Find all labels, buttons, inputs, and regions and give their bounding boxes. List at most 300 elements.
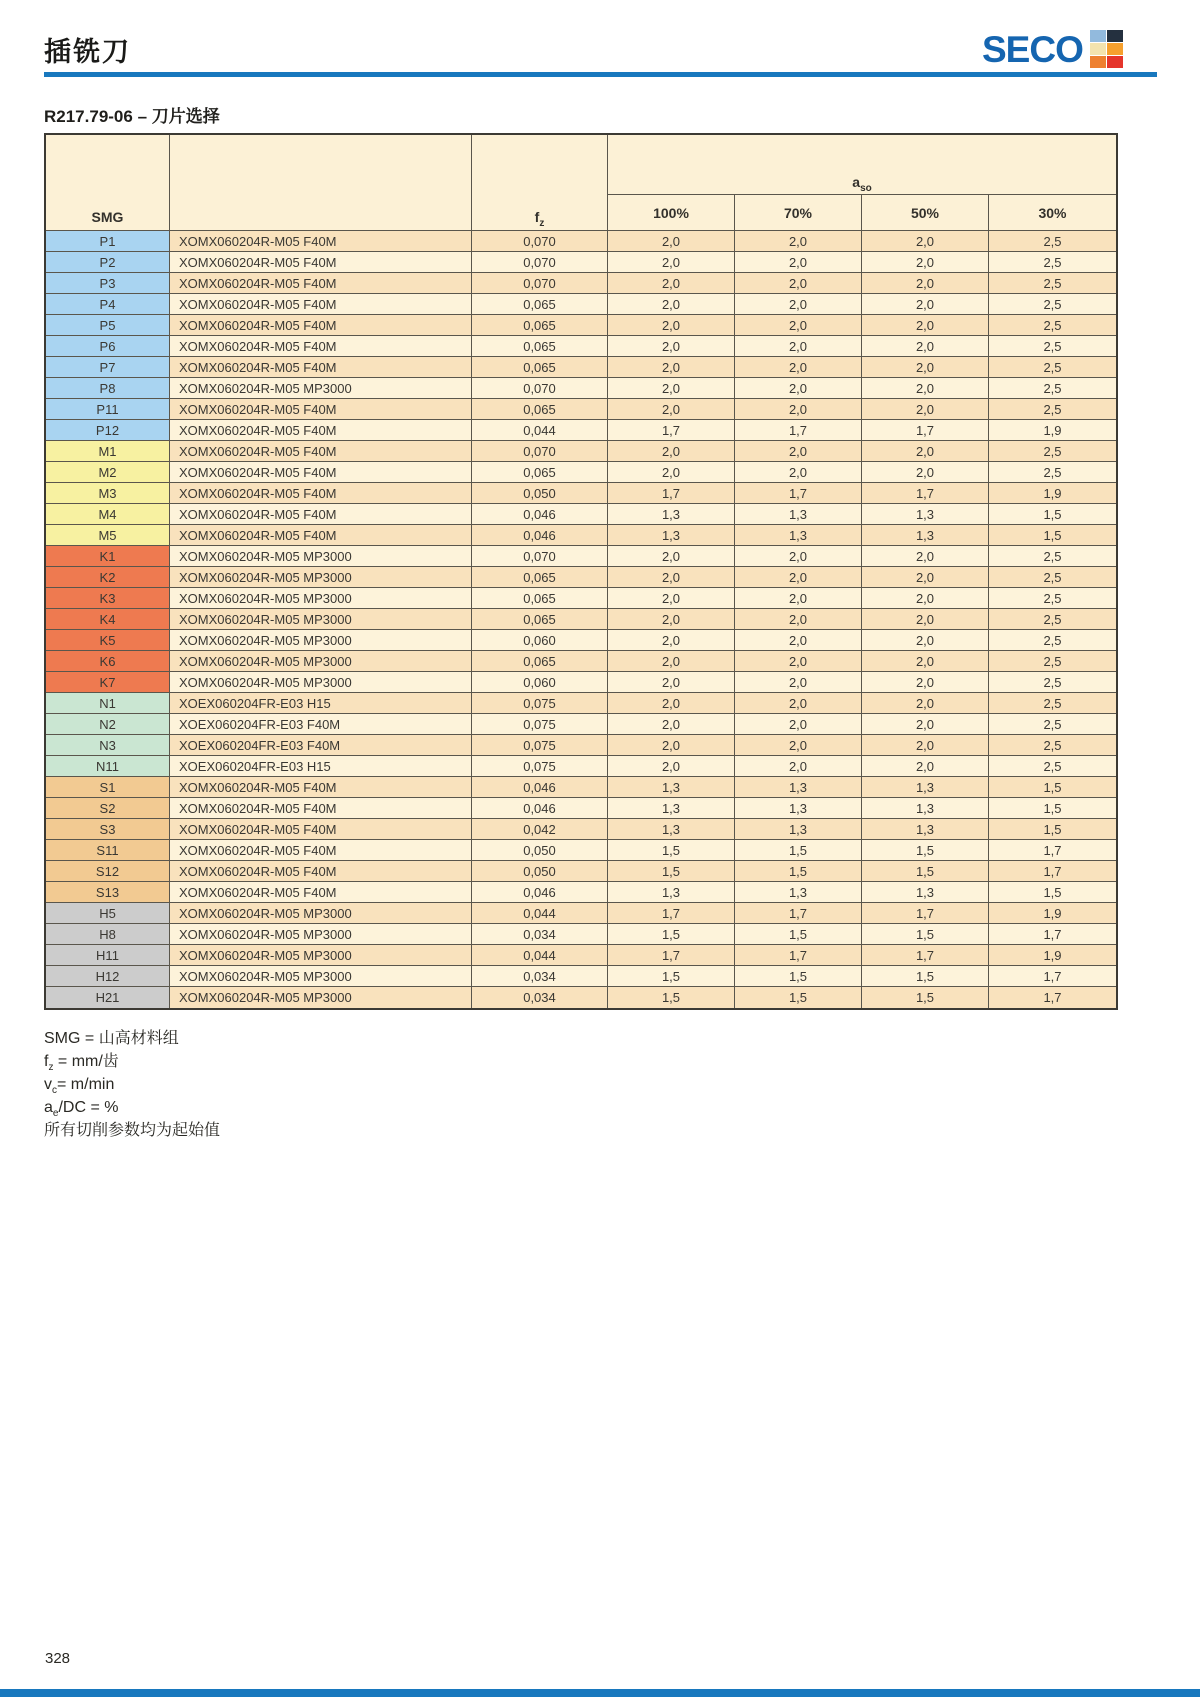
table-row: [46, 231, 1116, 252]
aso-70-cell: 1,5: [735, 924, 862, 944]
aso-100-cell: 2,0: [608, 588, 735, 608]
aso-50-cell: 2,0: [862, 546, 989, 566]
seco-logo-squares-icon: [1090, 30, 1123, 68]
aso-50-cell: 1,3: [862, 798, 989, 818]
aso-30-cell: 1,9: [1043, 947, 1062, 963]
section-title: R217.79-06 – 刀片选择: [44, 107, 220, 126]
aso-70-cell: 1,5: [735, 861, 862, 881]
table-row: [46, 609, 1116, 630]
smg-cell: P5: [46, 315, 170, 335]
aso-50-cell: 2,0: [862, 714, 989, 734]
aso-70-cell: 1,3: [735, 819, 862, 839]
smg-cell: M2: [46, 462, 170, 482]
insert-designation-cell: XOMX060204R-M05 MP3000: [170, 609, 472, 629]
aso-50-cell: 1,7: [862, 903, 989, 923]
aso-70-cell: 2,0: [735, 294, 862, 314]
aso-30-cell: 1,5: [1043, 779, 1062, 795]
percent-header-50: 50%: [862, 195, 989, 230]
aso-70-cell: 1,5: [735, 840, 862, 860]
aso-50-cell: 1,3: [862, 819, 989, 839]
aso-100-cell: 2,0: [608, 294, 735, 314]
aso-70-cell: 2,0: [735, 735, 862, 755]
aso-70-cell: 2,0: [735, 756, 862, 776]
aso-50-cell: 2,0: [862, 735, 989, 755]
insert-designation-cell: XOMX060204R-M05 MP3000: [170, 546, 472, 566]
fz-cell: 0,044: [472, 903, 608, 923]
table-row: [46, 441, 1116, 462]
aso-100-cell: 1,3: [608, 504, 735, 524]
logo-square: [1090, 43, 1106, 55]
aso-100-cell: 1,7: [608, 903, 735, 923]
fz-cell: 0,046: [472, 882, 608, 902]
aso-70-cell: 2,0: [735, 378, 862, 398]
aso-100-cell: 2,0: [608, 630, 735, 650]
insert-designation-cell: XOMX060204R-M05 F40M: [170, 840, 472, 860]
aso-30-cell: 2,5: [1043, 695, 1062, 711]
aso-100-cell: 2,0: [608, 315, 735, 335]
aso-30-cell: 1,9: [1043, 905, 1062, 921]
insert-designation-cell: XOMX060204R-M05 MP3000: [170, 945, 472, 965]
insert-designation-cell: XOMX060204R-M05 F40M: [170, 294, 472, 314]
insert-designation-cell: XOMX060204R-M05 F40M: [170, 336, 472, 356]
footnotes: [44, 1027, 220, 1142]
aso-70-cell: 2,0: [735, 462, 862, 482]
aso-50-cell: 2,0: [862, 651, 989, 671]
insert-designation-cell: XOMX060204R-M05 F40M: [170, 252, 472, 272]
smg-cell: M1: [46, 441, 170, 461]
insert-designation-cell: XOMX060204R-M05 F40M: [170, 441, 472, 461]
insert-designation-cell: XOMX060204R-M05 MP3000: [170, 672, 472, 692]
fz-cell: 0,070: [472, 252, 608, 272]
fz-cell: 0,042: [472, 819, 608, 839]
percent-header-70: 70%: [735, 195, 862, 230]
aso-50-cell: 2,0: [862, 231, 989, 251]
smg-cell: H11: [46, 945, 170, 965]
smg-cell: P6: [46, 336, 170, 356]
page-title: 插铣刀: [44, 37, 131, 67]
fz-cell: 0,065: [472, 336, 608, 356]
smg-cell: K3: [46, 588, 170, 608]
smg-cell: P7: [46, 357, 170, 377]
aso-50-cell: 1,5: [862, 966, 989, 986]
aso-50-cell: 1,3: [862, 777, 989, 797]
insert-designation-cell: XOMX060204R-M05 F40M: [170, 798, 472, 818]
table-row: [46, 945, 1116, 966]
table-row: [46, 462, 1116, 483]
aso-100-cell: 1,7: [608, 420, 735, 440]
fz-cell: 0,075: [472, 756, 608, 776]
aso-30-cell: 2,5: [1043, 590, 1062, 606]
fz-cell: 0,075: [472, 735, 608, 755]
aso-70-cell: 2,0: [735, 693, 862, 713]
aso-50-cell: 1,7: [862, 945, 989, 965]
insert-designation-cell: XOMX060204R-M05 F40M: [170, 861, 472, 881]
smg-cell: H12: [46, 966, 170, 986]
aso-100-cell: 2,0: [608, 357, 735, 377]
insert-designation-cell: XOMX060204R-M05 F40M: [170, 525, 472, 545]
aso-50-cell: 2,0: [862, 315, 989, 335]
aso-50-cell: 2,0: [862, 336, 989, 356]
insert-designation-cell: XOMX060204R-M05 MP3000: [170, 987, 472, 1008]
table-row: [46, 315, 1116, 336]
aso-50-cell: 1,3: [862, 882, 989, 902]
insert-designation-cell: XOEX060204FR-E03 F40M: [170, 735, 472, 755]
fz-cell: 0,065: [472, 588, 608, 608]
insert-designation-cell: XOEX060204FR-E03 F40M: [170, 714, 472, 734]
aso-30-cell: 2,5: [1043, 401, 1062, 417]
aso-100-cell: 1,7: [608, 483, 735, 503]
aso-70-cell: 1,3: [735, 798, 862, 818]
smg-cell: N1: [46, 693, 170, 713]
fz-cell: 0,034: [472, 924, 608, 944]
aso-70-cell: 2,0: [735, 567, 862, 587]
fz-cell: 0,070: [472, 273, 608, 293]
aso-100-cell: 2,0: [608, 231, 735, 251]
aso-70-cell: 1,3: [735, 882, 862, 902]
aso-70-cell: 1,7: [735, 420, 862, 440]
smg-cell: P8: [46, 378, 170, 398]
smg-cell: H21: [46, 987, 170, 1008]
fz-cell: 0,050: [472, 840, 608, 860]
aso-70-cell: 2,0: [735, 588, 862, 608]
aso-50-cell: 2,0: [862, 294, 989, 314]
aso-70-cell: 2,0: [735, 315, 862, 335]
table-row: [46, 882, 1116, 903]
footnote-ae: $a_e/DC$ = %: [44, 1099, 119, 1120]
aso-100-cell: 2,0: [608, 273, 735, 293]
smg-cell: S2: [46, 798, 170, 818]
aso-100-cell: 2,0: [608, 378, 735, 398]
insert-designation-cell: XOMX060204R-M05 F40M: [170, 357, 472, 377]
aso-100-cell: 2,0: [608, 735, 735, 755]
aso-group-header: [608, 135, 1116, 195]
aso-100-cell: 2,0: [608, 693, 735, 713]
aso-70-cell: 2,0: [735, 231, 862, 251]
smg-column-header: [46, 135, 170, 230]
table-row: [46, 924, 1116, 945]
insert-designation-cell: XOMX060204R-M05 MP3000: [170, 924, 472, 944]
aso-30-cell: 1,5: [1043, 527, 1062, 543]
fz-cell: 0,044: [472, 420, 608, 440]
aso-30-cell: 2,5: [1043, 317, 1062, 333]
table-row: [46, 336, 1116, 357]
fz-cell: 0,065: [472, 294, 608, 314]
aso-100-cell: 2,0: [608, 756, 735, 776]
insert-designation-cell: XOMX060204R-M05 F40M: [170, 504, 472, 524]
table-body: [46, 231, 1116, 1008]
aso-100-cell: 1,5: [608, 987, 735, 1008]
insert-designation-cell: XOEX060204FR-E03 H15: [170, 693, 472, 713]
fz-cell: 0,034: [472, 966, 608, 986]
aso-100-cell: 1,5: [608, 966, 735, 986]
aso-30-cell: 2,5: [1043, 443, 1062, 459]
insert-designation-cell: XOMX060204R-M05 F40M: [170, 315, 472, 335]
smg-cell: P12: [46, 420, 170, 440]
aso-30-cell: 1,7: [1043, 968, 1062, 984]
fz-cell: 0,046: [472, 504, 608, 524]
aso-70-cell: 1,7: [735, 903, 862, 923]
fz-cell: 0,050: [472, 483, 608, 503]
aso-70-cell: 2,0: [735, 441, 862, 461]
aso-100-cell: 2,0: [608, 399, 735, 419]
aso-70-cell: 2,0: [735, 357, 862, 377]
aso-70-cell: 2,0: [735, 609, 862, 629]
table-row: [46, 630, 1116, 651]
table-row: [46, 714, 1116, 735]
smg-cell: P11: [46, 399, 170, 419]
fz-column-header: [472, 135, 608, 230]
aso-50-cell: 2,0: [862, 441, 989, 461]
seco-logo: [982, 30, 1123, 68]
fz-cell: 0,065: [472, 399, 608, 419]
smg-cell: N2: [46, 714, 170, 734]
aso-70-cell: 2,0: [735, 651, 862, 671]
aso-70-cell: 2,0: [735, 336, 862, 356]
table-row: [46, 588, 1116, 609]
page-number: 328: [45, 1650, 71, 1667]
logo-square: [1107, 56, 1123, 68]
footnote-smg: SMG = 山高材料组: [44, 1030, 179, 1047]
aso-100-cell: 2,0: [608, 336, 735, 356]
smg-cell: M4: [46, 504, 170, 524]
table-row: [46, 693, 1116, 714]
fz-cell: 0,065: [472, 609, 608, 629]
fz-cell: 0,046: [472, 525, 608, 545]
table-row: [46, 273, 1116, 294]
aso-50-cell: 2,0: [862, 609, 989, 629]
aso-30-cell: 2,5: [1043, 737, 1062, 753]
smg-cell: S1: [46, 777, 170, 797]
aso-100-cell: 2,0: [608, 651, 735, 671]
aso-100-cell: 1,3: [608, 882, 735, 902]
smg-cell: S3: [46, 819, 170, 839]
insert-column-header: [170, 135, 472, 230]
aso-30-cell: 1,7: [1043, 863, 1062, 879]
aso-30-cell: 1,5: [1043, 800, 1062, 816]
insert-designation-cell: XOMX060204R-M05 MP3000: [170, 966, 472, 986]
aso-50-cell: 2,0: [862, 378, 989, 398]
fz-cell: 0,065: [472, 462, 608, 482]
header-rule: [44, 72, 1157, 77]
aso-100-cell: 1,3: [608, 819, 735, 839]
fz-cell: 0,065: [472, 315, 608, 335]
fz-cell: 0,075: [472, 693, 608, 713]
aso-70-cell: 1,5: [735, 987, 862, 1008]
aso-header-label: $a_{so}$: [852, 174, 872, 194]
aso-30-cell: 1,7: [1043, 990, 1062, 1005]
aso-100-cell: 1,3: [608, 777, 735, 797]
aso-50-cell: 1,7: [862, 420, 989, 440]
insert-designation-cell: XOMX060204R-M05 MP3000: [170, 630, 472, 650]
table-row: [46, 252, 1116, 273]
table-row: [46, 735, 1116, 756]
smg-cell: H8: [46, 924, 170, 944]
fz-cell: 0,065: [472, 357, 608, 377]
table-row: [46, 525, 1116, 546]
aso-30-cell: 2,5: [1043, 716, 1062, 732]
smg-cell: K2: [46, 567, 170, 587]
aso-50-cell: 2,0: [862, 672, 989, 692]
aso-30-cell: 1,5: [1043, 506, 1062, 522]
insert-selection-table: [44, 133, 1118, 1010]
aso-50-cell: 2,0: [862, 399, 989, 419]
aso-100-cell: 2,0: [608, 609, 735, 629]
aso-30-cell: 2,5: [1043, 758, 1062, 774]
footnote-starting-values: 所有切削参数均为起始值: [44, 1122, 221, 1139]
insert-designation-cell: XOMX060204R-M05 F40M: [170, 483, 472, 503]
aso-30-cell: 2,5: [1043, 338, 1062, 354]
insert-designation-cell: XOMX060204R-M05 F40M: [170, 777, 472, 797]
aso-70-cell: 2,0: [735, 546, 862, 566]
smg-cell: K4: [46, 609, 170, 629]
aso-70-cell: 1,3: [735, 504, 862, 524]
table-row: [46, 903, 1116, 924]
aso-70-cell: 1,7: [735, 483, 862, 503]
fz-cell: 0,065: [472, 567, 608, 587]
aso-70-cell: 2,0: [735, 399, 862, 419]
aso-100-cell: 1,5: [608, 840, 735, 860]
smg-cell: N11: [46, 756, 170, 776]
insert-designation-cell: XOMX060204R-M05 MP3000: [170, 903, 472, 923]
table-row: [46, 966, 1116, 987]
aso-30-cell: 1,5: [1043, 884, 1062, 900]
table-row: [46, 357, 1116, 378]
aso-30-cell: 2,5: [1043, 359, 1062, 375]
footnote-fz: $f_z = mm/$齿: [44, 1053, 119, 1074]
aso-30-cell: 2,5: [1043, 296, 1062, 312]
percent-header-30: 30%: [1038, 204, 1067, 221]
aso-70-cell: 1,3: [735, 525, 862, 545]
smg-cell: P4: [46, 294, 170, 314]
aso-30-cell: 2,5: [1043, 548, 1062, 564]
aso-30-cell: 2,5: [1043, 653, 1062, 669]
aso-30-cell: 2,5: [1043, 632, 1062, 648]
insert-designation-cell: XOMX060204R-M05 F40M: [170, 462, 472, 482]
insert-designation-cell: XOEX060204FR-E03 H15: [170, 756, 472, 776]
aso-70-cell: 2,0: [735, 672, 862, 692]
smg-cell: S12: [46, 861, 170, 881]
table-row: [46, 399, 1116, 420]
table-header: [46, 135, 1116, 231]
aso-50-cell: 2,0: [862, 252, 989, 272]
logo-square: [1107, 43, 1123, 55]
smg-header-label: SMG: [91, 209, 124, 225]
insert-designation-cell: XOMX060204R-M05 F40M: [170, 231, 472, 251]
table-row: [46, 567, 1116, 588]
smg-cell: K5: [46, 630, 170, 650]
aso-100-cell: 2,0: [608, 546, 735, 566]
aso-50-cell: 1,3: [862, 525, 989, 545]
insert-designation-cell: XOMX060204R-M05 MP3000: [170, 651, 472, 671]
aso-100-cell: 2,0: [608, 252, 735, 272]
logo-square: [1090, 56, 1106, 68]
table-row: [46, 504, 1116, 525]
fz-cell: 0,070: [472, 546, 608, 566]
aso-50-cell: 2,0: [862, 462, 989, 482]
fz-cell: 0,050: [472, 861, 608, 881]
aso-100-cell: 2,0: [608, 714, 735, 734]
table-row: [46, 819, 1116, 840]
aso-30-cell: 1,9: [1043, 485, 1062, 501]
aso-70-cell: 1,5: [735, 966, 862, 986]
table-row: [46, 840, 1116, 861]
smg-cell: H5: [46, 903, 170, 923]
insert-designation-cell: XOMX060204R-M05 F40M: [170, 399, 472, 419]
aso-30-cell: 2,5: [1043, 674, 1062, 690]
aso-30-cell: 2,5: [1043, 611, 1062, 627]
aso-100-cell: 2,0: [608, 462, 735, 482]
table-row: [46, 651, 1116, 672]
aso-50-cell: 2,0: [862, 630, 989, 650]
aso-100-cell: 2,0: [608, 567, 735, 587]
aso-70-cell: 2,0: [735, 630, 862, 650]
smg-cell: N3: [46, 735, 170, 755]
aso-30-cell: 2,5: [1043, 233, 1062, 249]
aso-50-cell: 2,0: [862, 357, 989, 377]
aso-50-cell: 1,5: [862, 987, 989, 1008]
fz-cell: 0,070: [472, 378, 608, 398]
aso-50-cell: 1,5: [862, 840, 989, 860]
aso-30-cell: 2,5: [1043, 275, 1062, 291]
fz-cell: 0,070: [472, 441, 608, 461]
logo-square: [1107, 30, 1123, 42]
fz-cell: 0,034: [472, 987, 608, 1008]
smg-cell: M5: [46, 525, 170, 545]
aso-50-cell: 1,5: [862, 924, 989, 944]
aso-70-cell: 2,0: [735, 252, 862, 272]
insert-designation-cell: XOMX060204R-M05 MP3000: [170, 567, 472, 587]
smg-cell: K1: [46, 546, 170, 566]
fz-cell: 0,075: [472, 714, 608, 734]
aso-70-cell: 1,7: [735, 945, 862, 965]
fz-header-label: $f_z$: [534, 209, 545, 229]
aso-50-cell: 1,3: [862, 504, 989, 524]
smg-cell: S11: [46, 840, 170, 860]
aso-50-cell: 2,0: [862, 273, 989, 293]
aso-100-cell: 1,5: [608, 924, 735, 944]
aso-30-cell: 2,5: [1043, 254, 1062, 270]
table-row: [46, 294, 1116, 315]
insert-designation-cell: XOMX060204R-M05 MP3000: [170, 378, 472, 398]
smg-cell: S13: [46, 882, 170, 902]
aso-30-cell: 1,9: [1043, 422, 1062, 438]
aso-70-cell: 2,0: [735, 273, 862, 293]
aso-50-cell: 2,0: [862, 693, 989, 713]
table-row: [46, 798, 1116, 819]
aso-30-cell: 1,7: [1043, 926, 1062, 942]
insert-designation-cell: XOMX060204R-M05 MP3000: [170, 588, 472, 608]
aso-30-cell: 1,7: [1043, 842, 1062, 858]
table-row: [46, 756, 1116, 777]
aso-70-cell: 1,3: [735, 777, 862, 797]
fz-cell: 0,046: [472, 777, 608, 797]
table-row: [46, 546, 1116, 567]
insert-designation-cell: XOMX060204R-M05 F40M: [170, 420, 472, 440]
aso-100-cell: 2,0: [608, 672, 735, 692]
logo-square: [1090, 30, 1106, 42]
smg-cell: P2: [46, 252, 170, 272]
footnote-vc: $v_c= m/\min$: [44, 1076, 115, 1097]
fz-cell: 0,070: [472, 231, 608, 251]
aso-50-cell: 1,5: [862, 861, 989, 881]
smg-cell: K6: [46, 651, 170, 671]
table-row: [46, 378, 1116, 399]
aso-30-cell: 2,5: [1043, 569, 1062, 585]
aso-100-cell: 2,0: [608, 441, 735, 461]
aso-100-cell: 1,3: [608, 525, 735, 545]
smg-cell: P3: [46, 273, 170, 293]
table-row: [46, 777, 1116, 798]
